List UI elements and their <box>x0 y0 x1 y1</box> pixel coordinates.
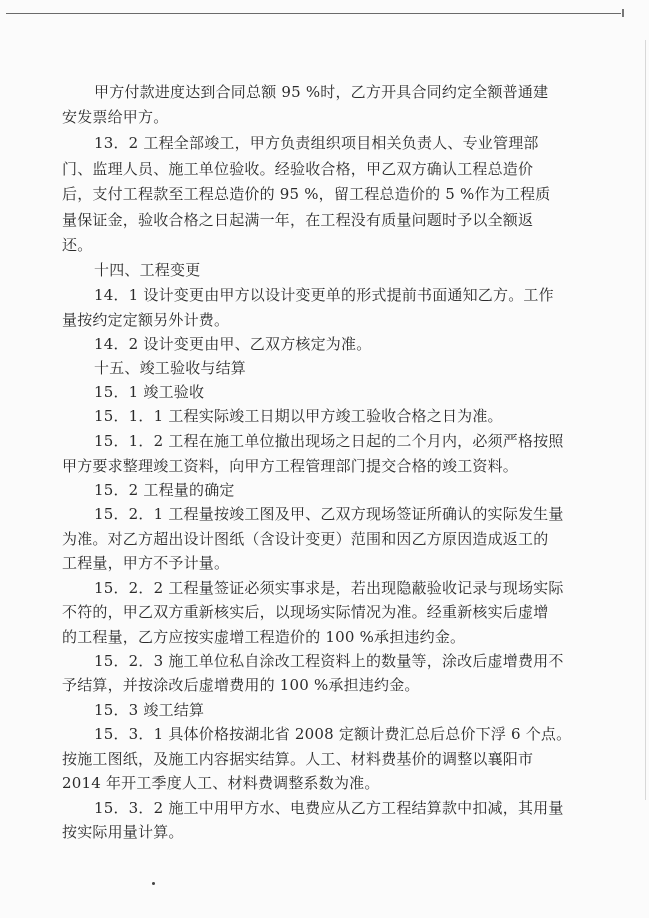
text-line: 14．1 设计变更由甲方以设计变更单的形式提前书面通知乙方。工作 <box>94 286 554 304</box>
scan-speck <box>152 882 155 885</box>
text-line: 按实际用量计算。 <box>62 823 184 841</box>
page-edge-shadow <box>645 40 646 800</box>
text-line: 不符的，甲乙双方重新核实后，以现场实际情况为准。经重新核实后虚增 <box>62 603 549 621</box>
text-line: 2014 年开工季度人工、材料费调整系数为准。 <box>62 774 380 792</box>
text-line: 的工程量，乙方应按实虚增工程造价的 100 %承担违约金。 <box>62 628 466 646</box>
text-line: 安发票给甲方。 <box>62 108 169 126</box>
top-border-line <box>6 13 621 14</box>
text-line: 14．2 设计变更由甲、乙双方核定为准。 <box>94 335 372 353</box>
text-line: 后，支付工程款至工程总造价的 95 %，留工程总造价的 5 %作为工程质 <box>62 185 551 203</box>
text-line: 15．1 竣工验收 <box>94 383 205 401</box>
text-line: 甲方要求整理竣工资料，向甲方工程管理部门提交合格的竣工资料。 <box>62 457 519 475</box>
text-line: 还。 <box>62 236 93 254</box>
section-heading: 十四、工程变更 <box>94 261 201 279</box>
text-line: 为准。对乙方超出设计图纸（含设计变更）范围和因乙方原因造成返工的 <box>62 530 549 548</box>
text-line: 甲方付款进度达到合同总额 95 %时，乙方开具合同约定全额普通建 <box>94 83 549 101</box>
text-line: 15．3 竣工结算 <box>94 701 205 719</box>
text-line: 量保证金，验收合格之日起满一年，在工程没有质量问题时予以全额返 <box>62 211 534 229</box>
text-line: 15．2．2 工程量签证必须实事求是，若出现隐蔽验收记录与现场实际 <box>94 579 564 597</box>
text-line: 15．3．1 具体价格按湖北省 2008 定额计费汇总后总价下浮 6 个点。 <box>94 725 572 743</box>
text-line: 门、监理人员、施工单位验收。经验收合格，甲乙双方确认工程总造价 <box>62 160 534 178</box>
text-line: 工程量，甲方不予计量。 <box>62 554 230 572</box>
text-line: 量按约定定额另外计费。 <box>62 311 230 329</box>
text-line: 15．3．2 施工中用甲方水、电费应从乙方工程结算款中扣减，其用量 <box>94 799 564 817</box>
text-line: 15．2 工程量的确定 <box>94 481 235 499</box>
text-line: 15．2．3 施工单位私自涂改工程资料上的数量等，涂改后虚增费用不 <box>94 652 564 670</box>
text-line: 15．2．1 工程量按竣工图及甲、乙双方现场签证所确认的实际发生量 <box>94 505 564 523</box>
text-line: 予结算，并按涂改后虚增费用的 100 %承担违约金。 <box>62 676 420 694</box>
section-heading: 十五、竣工验收与结算 <box>94 359 247 377</box>
text-line: 15．1．1 工程实际竣工日期以甲方竣工验收合格之日为准。 <box>94 407 503 425</box>
text-line: 13．2 工程全部竣工，甲方负责组织项目相关负责人、专业管理部 <box>94 134 539 152</box>
text-line: 15．1．2 工程在施工单位撤出现场之日起的二个月内，必须严格按照 <box>94 432 564 450</box>
text-line: 按施工图纸，及施工内容据实结算。人工、材料费基价的调整以襄阳市 <box>62 750 534 768</box>
top-right-mark <box>622 9 624 17</box>
